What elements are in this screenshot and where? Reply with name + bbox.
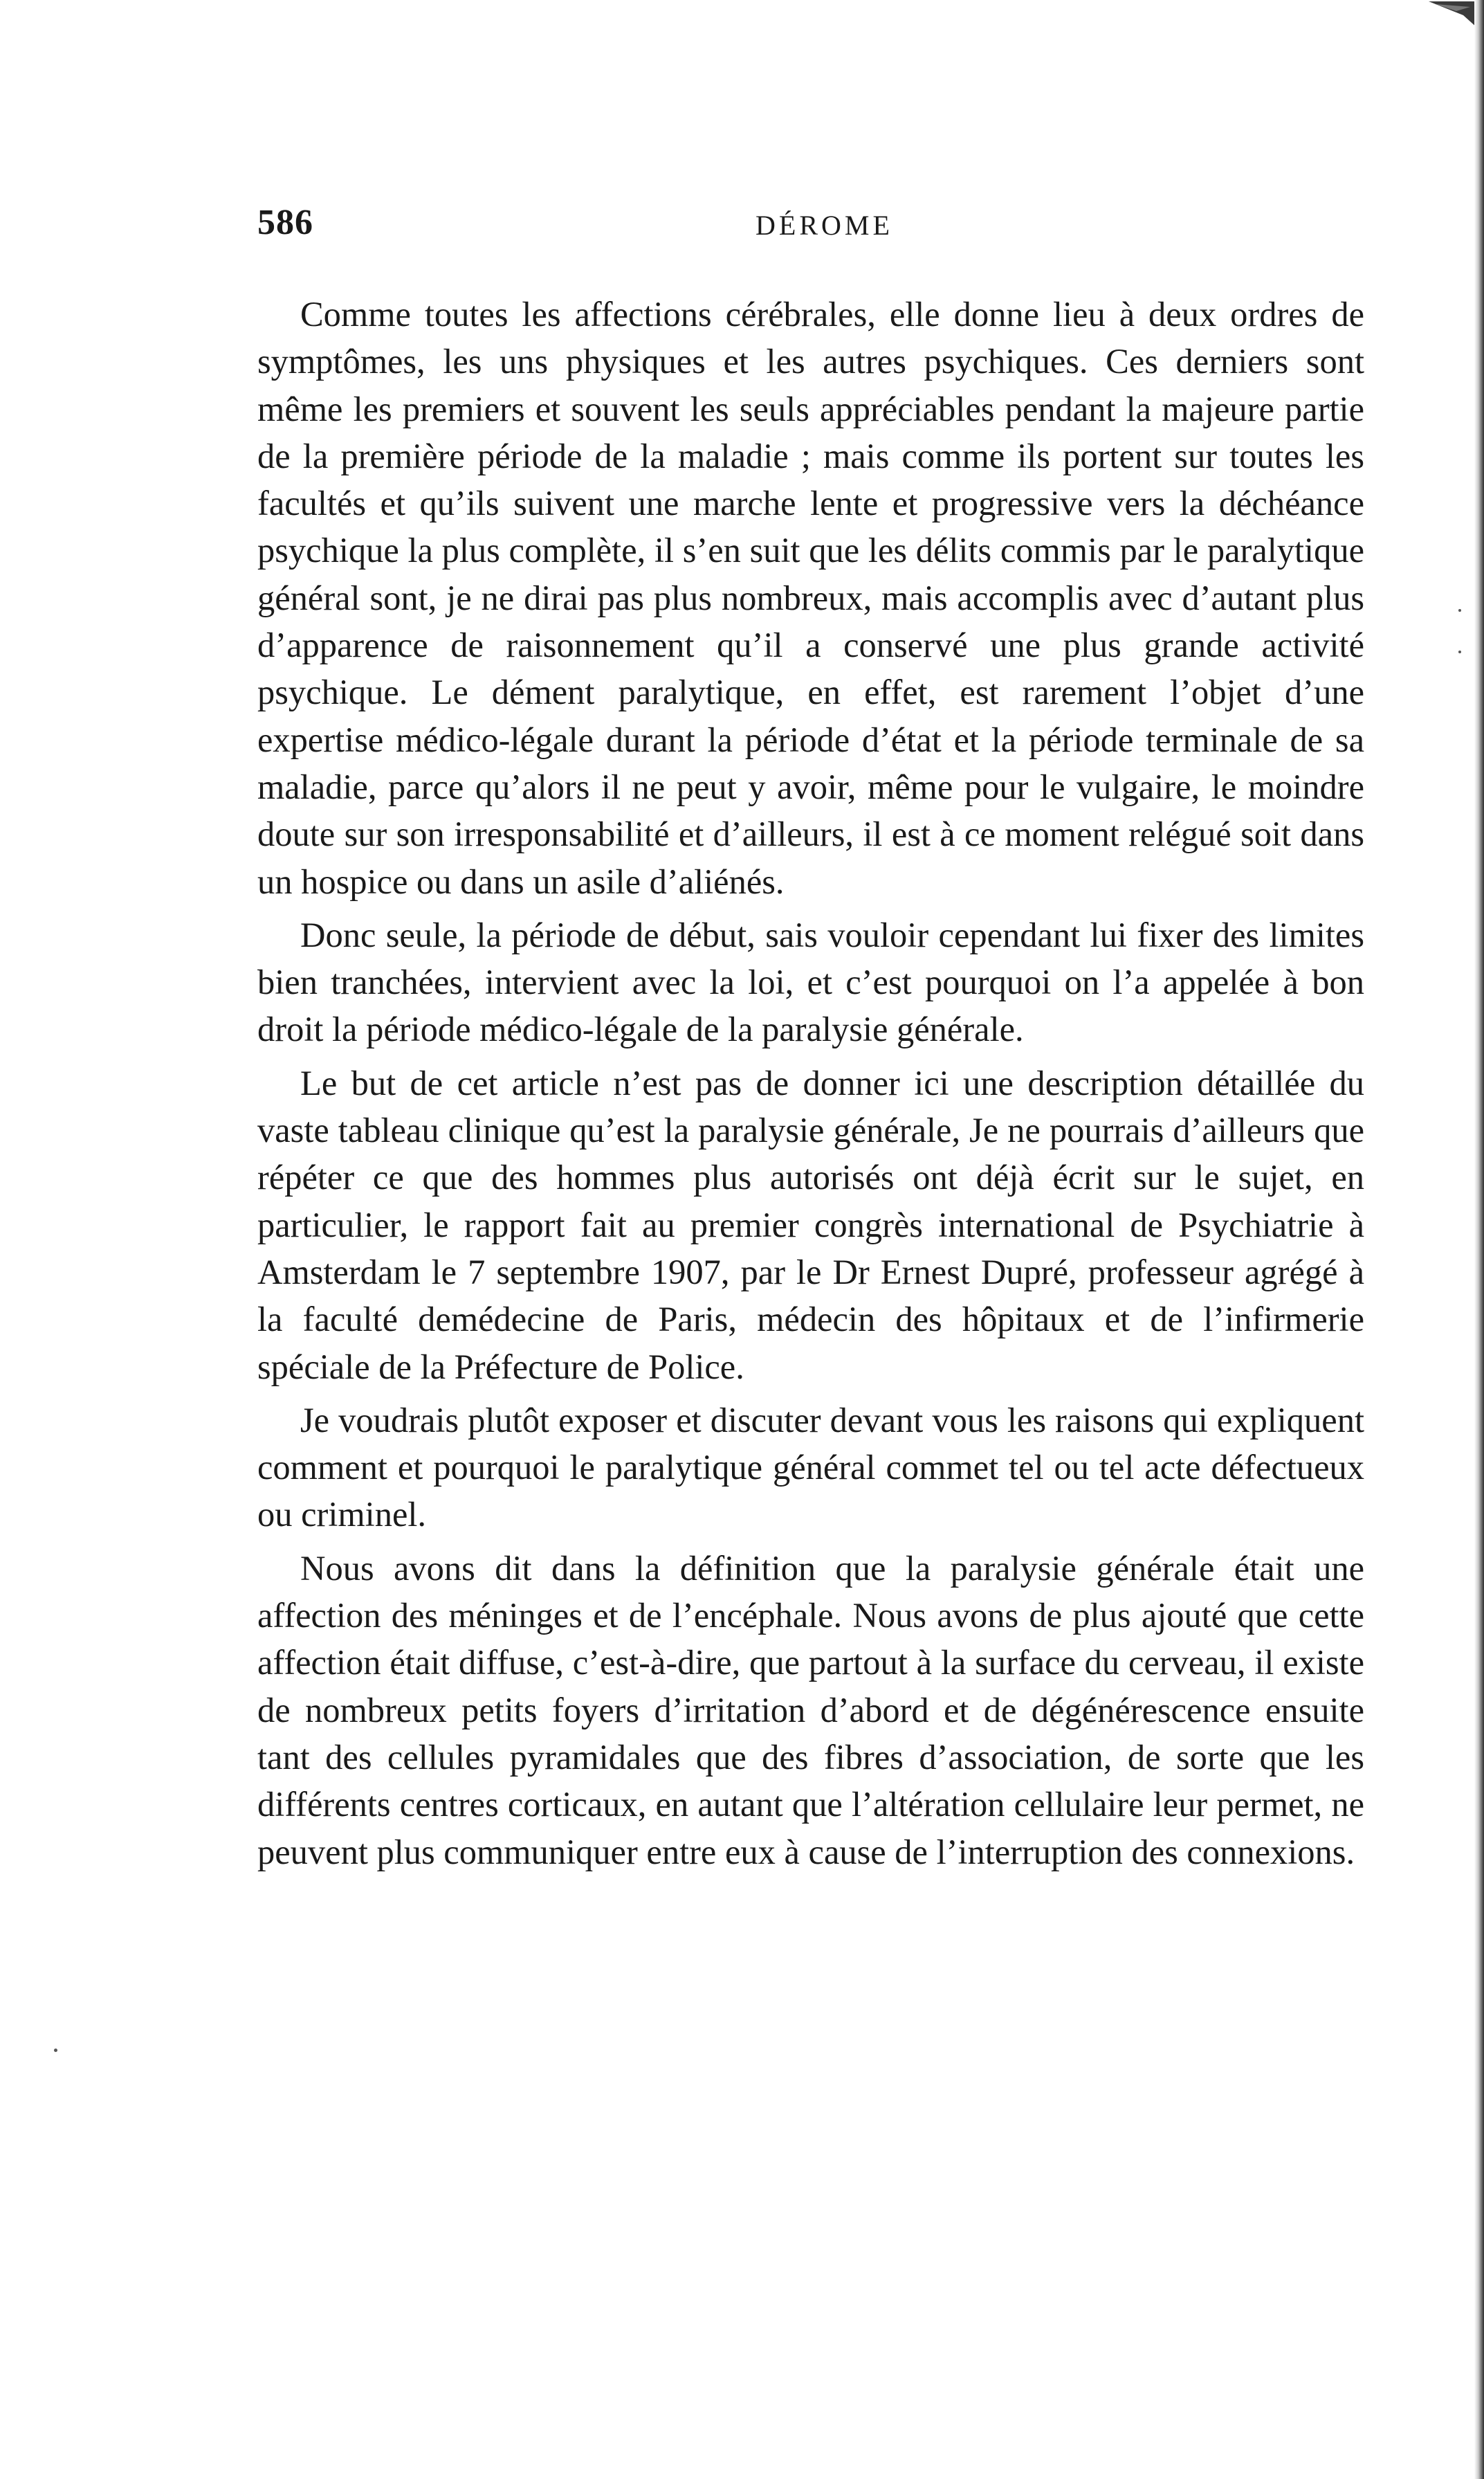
running-head: DÉROME: [755, 210, 893, 241]
paragraph: Comme toutes les affections cérébrales, elle donne lieu à deux ordres de symptômes, les uns physiques et les autres psychiques. Ces derniers sont même les premiers et souvent les seuls appréciables pendant la majeure partie de la première période de la maladie ; mais comme ils portent sur toutes les facultés et qu’ils suivent une marche lente et progressive vers la déchéance psychique la plus complète, il s’en suit que les délits commis par le paralytique général sont, je ne dirai pas plus nombreux, mais accomplis avec d’autant plus d’apparence de raisonnement qu’il a conservé une plus grande activité psychique. Le dément paralytique, en effet, est rarement l’objet d’une expertise médico-légale durant la période d’état et la période terminale de sa maladie, parce qu’alors il ne peut y avoir, même pour le vulgaire, le moindre doute sur son irresponsabilité et d’ailleurs, il est à ce moment relégué soit dans un hospice ou dans un asile d’aliénés.: [257, 295, 1364, 901]
paragraph: Le but de cet article n’est pas de donner ici une description détaillée du vaste tableau clinique qu’est la paralysie générale, Je ne pourrais d’ailleurs que répéter ce que des hommes plus autorisés ont déjà écrit sur le sujet, en particulier, le rapport fait au premier congrès international de Psychiatrie à Amsterdam le 7 septembre 1907, par le Dr Ernest Dupré, professeur agrégé à la faculté demédecine de Paris, médecin des hôpitaux et de l’infirmerie spéciale de la Préfecture de Police.: [257, 1063, 1364, 1386]
page-number: 586: [257, 203, 313, 242]
paragraph: Donc seule, la période de début, sais vouloir cependant lui fixer des limites bien tranchées, intervient avec la loi, et c’est pourquoi on l’a appelée à bon droit la période médico-légale de la paralysie générale.: [257, 915, 1364, 1049]
ink-speck: [1458, 609, 1461, 612]
ink-speck: [54, 2049, 57, 2052]
body-text: [257, 291, 1364, 1882]
page-header: [257, 202, 1364, 257]
page-edge-shadow: [1474, 0, 1484, 2479]
paragraph: Je voudrais plutôt exposer et discuter devant vous les raisons qui expliquent comment et pourquoi le paralytique général commet tel ou tel acte défectueux ou criminel.: [257, 1400, 1364, 1534]
ink-speck: [1458, 651, 1461, 653]
paragraph: Nous avons dit dans la définition que la paralysie générale était une affection des méninges et de l’encéphale. Nous avons de plus ajouté que cette affection était diffuse, c’est-à-dire, que partout à la surface du cerveau, il existe de nombreux petits foyers d’irritation d’abord et de dégénérescence ensuite tant des cellules pyramidales que des fibres d’association, de sorte que les différents centres corticaux, en autant que l’altération cellulaire leur permet, ne peuvent plus communiquer entre eux à cause de l’interruption des connexions.: [257, 1548, 1364, 1871]
